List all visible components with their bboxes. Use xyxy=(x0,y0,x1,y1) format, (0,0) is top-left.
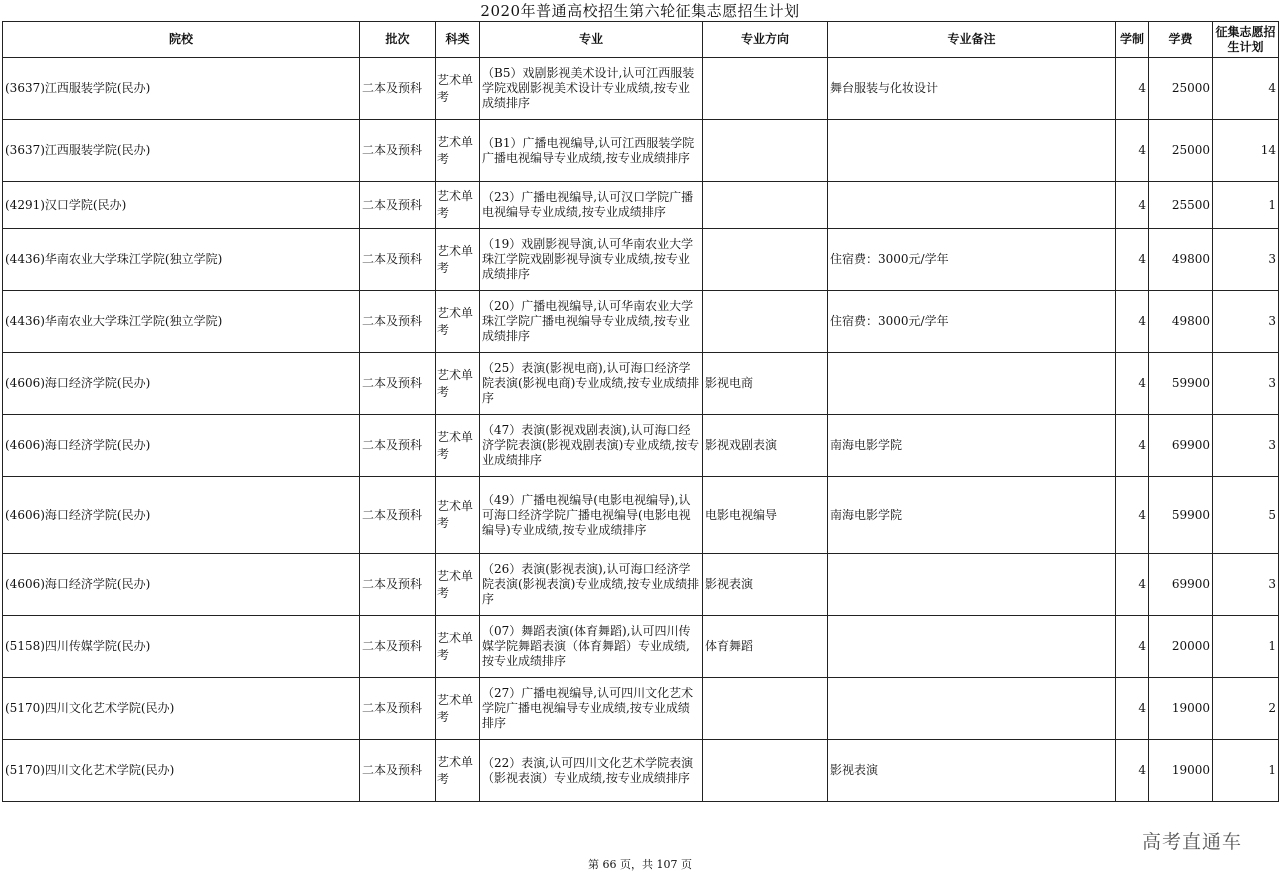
cell-batch: 二本及预科 xyxy=(360,678,436,740)
cell-note: 住宿费：3000元/学年 xyxy=(828,229,1116,291)
cell-fee: 25000 xyxy=(1149,58,1213,120)
header-fee: 学费 xyxy=(1149,22,1213,58)
cell-plan: 1 xyxy=(1213,182,1279,229)
cell-fee: 25500 xyxy=(1149,182,1213,229)
cell-category: 艺术单考 xyxy=(436,229,480,291)
cell-plan: 3 xyxy=(1213,291,1279,353)
cell-category: 艺术单考 xyxy=(436,616,480,678)
table-row xyxy=(3,229,1279,291)
cell-plan: 1 xyxy=(1213,616,1279,678)
table-body xyxy=(3,58,1279,802)
cell-note xyxy=(828,182,1116,229)
cell-major: （47）表演(影视戏剧表演),认可海口经济学院表演(影视戏剧表演)专业成绩,按专业成绩排序 xyxy=(480,415,703,477)
cell-category: 艺术单考 xyxy=(436,554,480,616)
cell-note xyxy=(828,678,1116,740)
cell-school: (3637)江西服装学院(民办) xyxy=(3,58,360,120)
cell-note: 影视表演 xyxy=(828,740,1116,802)
cell-note xyxy=(828,353,1116,415)
cell-direction xyxy=(703,229,828,291)
cell-school: (4606)海口经济学院(民办) xyxy=(3,477,360,554)
cell-years: 4 xyxy=(1116,58,1149,120)
cell-batch: 二本及预科 xyxy=(360,182,436,229)
cell-school: (3637)江西服装学院(民办) xyxy=(3,120,360,182)
table-row xyxy=(3,291,1279,353)
cell-major: （26）表演(影视表演),认可海口经济学院表演(影视表演)专业成绩,按专业成绩排序 xyxy=(480,554,703,616)
cell-fee: 59900 xyxy=(1149,353,1213,415)
cell-direction: 影视戏剧表演 xyxy=(703,415,828,477)
cell-years: 4 xyxy=(1116,477,1149,554)
cell-years: 4 xyxy=(1116,678,1149,740)
cell-fee: 19000 xyxy=(1149,740,1213,802)
cell-direction: 影视表演 xyxy=(703,554,828,616)
cell-direction: 体育舞蹈 xyxy=(703,616,828,678)
cell-years: 4 xyxy=(1116,120,1149,182)
cell-batch: 二本及预科 xyxy=(360,616,436,678)
cell-fee: 20000 xyxy=(1149,616,1213,678)
cell-batch: 二本及预科 xyxy=(360,120,436,182)
cell-years: 4 xyxy=(1116,415,1149,477)
cell-major: （19）戏剧影视导演,认可华南农业大学珠江学院戏剧影视导演专业成绩,按专业成绩排序 xyxy=(480,229,703,291)
cell-direction: 影视电商 xyxy=(703,353,828,415)
cell-category: 艺术单考 xyxy=(436,415,480,477)
cell-category: 艺术单考 xyxy=(436,740,480,802)
cell-major: （07）舞蹈表演(体育舞蹈),认可四川传媒学院舞蹈表演（体育舞蹈）专业成绩,按专业成绩排序 xyxy=(480,616,703,678)
cell-major: （49）广播电视编导(电影电视编导),认可海口经济学院广播电视编导(电影电视编导)专业成绩,按专业成绩排序 xyxy=(480,477,703,554)
cell-major: （22）表演,认可四川文化艺术学院表演（影视表演）专业成绩,按专业成绩排序 xyxy=(480,740,703,802)
header-batch: 批次 xyxy=(360,22,436,58)
header-years: 学制 xyxy=(1116,22,1149,58)
cell-plan: 2 xyxy=(1213,678,1279,740)
cell-major: （25）表演(影视电商),认可海口经济学院表演(影视电商)专业成绩,按专业成绩排序 xyxy=(480,353,703,415)
cell-direction xyxy=(703,678,828,740)
cell-years: 4 xyxy=(1116,740,1149,802)
cell-category: 艺术单考 xyxy=(436,678,480,740)
cell-years: 4 xyxy=(1116,554,1149,616)
cell-batch: 二本及预科 xyxy=(360,229,436,291)
cell-fee: 59900 xyxy=(1149,477,1213,554)
table-header-row xyxy=(3,22,1279,58)
cell-plan: 3 xyxy=(1213,353,1279,415)
cell-school: (4606)海口经济学院(民办) xyxy=(3,554,360,616)
header-plan: 征集志愿招生计划 xyxy=(1213,22,1279,58)
cell-category: 艺术单考 xyxy=(436,353,480,415)
cell-batch: 二本及预科 xyxy=(360,415,436,477)
table-row xyxy=(3,477,1279,554)
header-school: 院校 xyxy=(3,22,360,58)
cell-years: 4 xyxy=(1116,616,1149,678)
watermark-logo: 高考直通车 xyxy=(1142,831,1243,853)
page-footer: 第 66 页，共 107 页 xyxy=(588,858,692,871)
cell-school: (4606)海口经济学院(民办) xyxy=(3,353,360,415)
cell-plan: 4 xyxy=(1213,58,1279,120)
cell-fee: 49800 xyxy=(1149,291,1213,353)
cell-school: (5170)四川文化艺术学院(民办) xyxy=(3,678,360,740)
cell-plan: 3 xyxy=(1213,229,1279,291)
cell-school: (4606)海口经济学院(民办) xyxy=(3,415,360,477)
cell-years: 4 xyxy=(1116,353,1149,415)
cell-fee: 49800 xyxy=(1149,229,1213,291)
header-direction: 专业方向 xyxy=(703,22,828,58)
cell-note: 住宿费：3000元/学年 xyxy=(828,291,1116,353)
cell-years: 4 xyxy=(1116,182,1149,229)
cell-batch: 二本及预科 xyxy=(360,353,436,415)
cell-major: （20）广播电视编导,认可华南农业大学珠江学院广播电视编导专业成绩,按专业成绩排序 xyxy=(480,291,703,353)
table-row xyxy=(3,740,1279,802)
cell-note xyxy=(828,616,1116,678)
cell-plan: 1 xyxy=(1213,740,1279,802)
page-title: 2020年普通高校招生第六轮征集志愿招生计划 xyxy=(480,2,800,20)
cell-batch: 二本及预科 xyxy=(360,554,436,616)
table-row xyxy=(3,616,1279,678)
table-row xyxy=(3,58,1279,120)
cell-plan: 3 xyxy=(1213,554,1279,616)
cell-category: 艺术单考 xyxy=(436,120,480,182)
cell-note: 舞台服装与化妆设计 xyxy=(828,58,1116,120)
cell-years: 4 xyxy=(1116,291,1149,353)
cell-note: 南海电影学院 xyxy=(828,477,1116,554)
table-row xyxy=(3,678,1279,740)
cell-category: 艺术单考 xyxy=(436,58,480,120)
table-row xyxy=(3,353,1279,415)
table-row xyxy=(3,120,1279,182)
cell-school: (4436)华南农业大学珠江学院(独立学院) xyxy=(3,229,360,291)
cell-school: (5170)四川文化艺术学院(民办) xyxy=(3,740,360,802)
cell-school: (4436)华南农业大学珠江学院(独立学院) xyxy=(3,291,360,353)
cell-fee: 69900 xyxy=(1149,415,1213,477)
cell-plan: 14 xyxy=(1213,120,1279,182)
cell-school: (4291)汉口学院(民办) xyxy=(3,182,360,229)
table-row xyxy=(3,182,1279,229)
cell-major: （B5）戏剧影视美术设计,认可江西服装学院戏剧影视美术设计专业成绩,按专业成绩排序 xyxy=(480,58,703,120)
cell-category: 艺术单考 xyxy=(436,477,480,554)
cell-direction xyxy=(703,291,828,353)
cell-category: 艺术单考 xyxy=(436,291,480,353)
table-row xyxy=(3,554,1279,616)
cell-batch: 二本及预科 xyxy=(360,740,436,802)
cell-note xyxy=(828,120,1116,182)
cell-direction xyxy=(703,182,828,229)
cell-fee: 19000 xyxy=(1149,678,1213,740)
header-note: 专业备注 xyxy=(828,22,1116,58)
cell-major: （23）广播电视编导,认可汉口学院广播电视编导专业成绩,按专业成绩排序 xyxy=(480,182,703,229)
cell-major: （27）广播电视编导,认可四川文化艺术学院广播电视编导专业成绩,按专业成绩排序 xyxy=(480,678,703,740)
cell-fee: 25000 xyxy=(1149,120,1213,182)
cell-batch: 二本及预科 xyxy=(360,58,436,120)
cell-plan: 3 xyxy=(1213,415,1279,477)
cell-years: 4 xyxy=(1116,229,1149,291)
cell-major: （B1）广播电视编导,认可江西服装学院广播电视编导专业成绩,按专业成绩排序 xyxy=(480,120,703,182)
table-row xyxy=(3,415,1279,477)
cell-direction xyxy=(703,58,828,120)
cell-batch: 二本及预科 xyxy=(360,477,436,554)
enrollment-plan-table xyxy=(2,21,1279,802)
header-category: 科类 xyxy=(436,22,480,58)
cell-category: 艺术单考 xyxy=(436,182,480,229)
header-major: 专业 xyxy=(480,22,703,58)
cell-direction: 电影电视编导 xyxy=(703,477,828,554)
cell-direction xyxy=(703,120,828,182)
cell-note: 南海电影学院 xyxy=(828,415,1116,477)
cell-fee: 69900 xyxy=(1149,554,1213,616)
cell-direction xyxy=(703,740,828,802)
cell-school: (5158)四川传媒学院(民办) xyxy=(3,616,360,678)
cell-plan: 5 xyxy=(1213,477,1279,554)
cell-note xyxy=(828,554,1116,616)
cell-batch: 二本及预科 xyxy=(360,291,436,353)
